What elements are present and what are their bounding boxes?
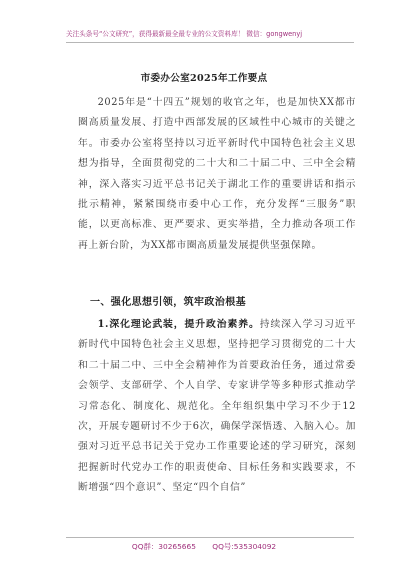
item1-text bbox=[78, 315, 356, 499]
item1-body: 持续深入学习习近平新时代中国特色社会主义思想，坚持把学习贯彻党的二十大和二十届二中、三中全会精神作为首要政治任务，通过常委会领学、支部研学、个人自学、专家讲学等多种形式推动学习常态化、制度化、规范化。全年组织集中学习不少于12次，开展专题研讨不少于6次，确保学深悟透、入脑入心。加强对习近平总书记关于党办工作重要论述的学习研究，深刻把握新时代党办工作的职责使命、目标任务和实践要求，不断增强“四个意识”、坚定“四个自信” bbox=[78, 319, 357, 494]
header-divider bbox=[66, 42, 354, 43]
header-banner: 关注头条号“公文研究”，获得最新最全最专业的公文资料库！ 微信：gongwenyj bbox=[66, 30, 303, 38]
intro-text: 2025年是“十四五”规划的收官之年，也是加快XX都市圈高质量发展、打造中西部发展的区域性中心城市的关键之年。市委办公室将坚持以习近平新时代中国特色社会主义思想为指导，全面贯彻党的二十大和二十届二中、三中全会精神，深入落实习近平总书记关于湖北工作的重要讲话和指示批示精神，紧紧围绕市委中心工作，充分发挥“三服务”职能，以更高标准、更严要求、更实举措，全力推动各项工作再上新台阶，为XX都市圈高质量发展提供坚强保障。 bbox=[78, 97, 356, 251]
footer bbox=[0, 541, 408, 552]
item1-lead: 1.深化理论武装，提升政治素养。 bbox=[97, 319, 260, 330]
footer-divider bbox=[66, 537, 354, 538]
item1-paragraph bbox=[78, 315, 356, 499]
document-title: 市委办公室2025年工作要点 bbox=[140, 73, 268, 84]
section-heading: 一、强化思想引领，筑牢政治根基 bbox=[90, 297, 246, 308]
footer-qq-number: QQ号:535304092 bbox=[212, 542, 277, 551]
intro-paragraph bbox=[78, 93, 356, 256]
footer-qq-group: QQ群：30265665 bbox=[131, 542, 196, 551]
